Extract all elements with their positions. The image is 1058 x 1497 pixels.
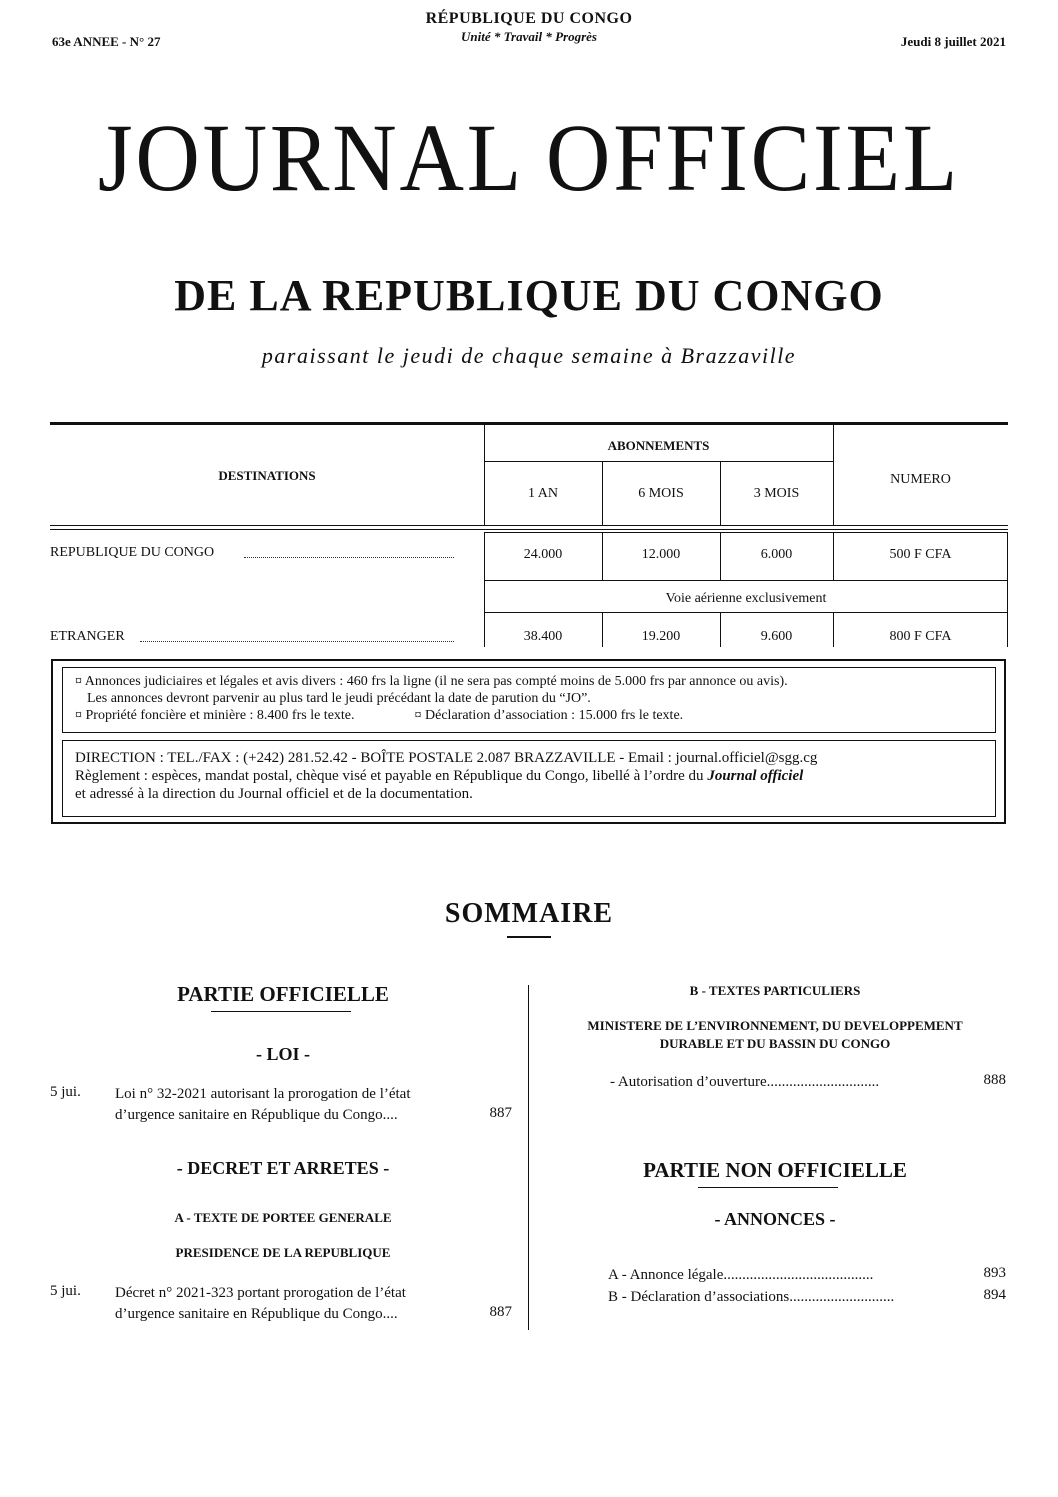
header-center <box>0 10 1058 45</box>
national-motto: Unité * Travail * Progrès <box>460 29 597 44</box>
autorisation-entry[interactable]: - Autorisation d’ouverture.............................. <box>610 1074 880 1090</box>
annonce-legale-page: 893 <box>983 1265 1006 1281</box>
price-etranger-numero: 800 F CFA <box>889 629 952 644</box>
partie-officielle-heading: PARTIE OFFICIELLE <box>177 982 389 1006</box>
heading-underline <box>211 1011 351 1012</box>
contact-line: DIRECTION : TEL./FAX : (+242) 281.52.42 - BOÎTE POSTALE 2.087 BRAZZAVILLE - Email : journal.officiel@sgg.cg <box>75 750 818 766</box>
price-etranger-3mois: 9.600 <box>760 629 793 644</box>
row-rule <box>484 580 1008 581</box>
annonce-legale-entry[interactable]: A - Annonce légale........................................ <box>608 1267 874 1283</box>
price-etranger-1an: 38.400 <box>523 629 563 644</box>
row-rule <box>484 612 1008 613</box>
col-abonnements: ABONNEMENTS <box>607 438 710 453</box>
ministere-line1: MINISTERE DE L’ENVIRONNEMENT, DU DEVELOPPEMENT <box>587 1018 963 1033</box>
tariff-line-annonces: ¤ Annonces judiciaires et légales et avis divers : 460 frs la ligne (il ne sera pas compté moins de 5.000 frs par annonce ou avis). <box>75 674 788 689</box>
loi-entry[interactable] <box>115 1084 455 1126</box>
abonnements-rule <box>484 461 833 462</box>
loi-entry-line1: Loi n° 32-2021 autorisant la prorogation de l’état <box>115 1086 411 1102</box>
subscription-table <box>50 422 1008 652</box>
sommaire-title: SOMMAIRE <box>444 898 614 929</box>
loi-page: 887 <box>489 1105 512 1121</box>
reglement-journal-name: Journal officiel <box>707 768 804 784</box>
journal-title: JOURNAL OFFICIEL <box>97 104 961 211</box>
ministere-line2: DURABLE ET DU BASSIN DU CONGO <box>659 1036 891 1051</box>
sommaire-rule <box>507 936 551 938</box>
annonces-heading: - ANNONCES - <box>714 1209 836 1229</box>
reglement-line-2: et adressé à la direction du Journal officiel et de la documentation. <box>75 786 473 802</box>
price-etranger-6mois: 19.200 <box>641 629 681 644</box>
column-divider <box>528 985 529 1330</box>
journal-subtitle: DE LA REPUBLIQUE DU CONGO <box>174 271 884 320</box>
decret-entry[interactable] <box>115 1283 455 1325</box>
leader-dots <box>140 641 454 642</box>
price-congo-6mois: 12.000 <box>641 547 681 562</box>
loi-heading: - LOI - <box>256 1044 310 1064</box>
table-header-rule <box>50 525 1008 526</box>
decret-entry-line1: Décret n° 2021-323 portant prorogation de l’état <box>115 1285 406 1301</box>
declaration-associations-entry[interactable]: B - Déclaration d’associations............................ <box>608 1289 895 1305</box>
issue-number: 63e ANNEE - N° 27 <box>52 34 161 49</box>
table-top-rule <box>50 422 1008 425</box>
texte-portee-generale: A - TEXTE DE PORTEE GENERALE <box>174 1210 392 1225</box>
tariff-line-deadline: Les annonces devront parvenir au plus tard le jeudi précédant la date de parution du “JO”. <box>87 691 591 706</box>
col-3-mois: 3 MOIS <box>753 486 800 501</box>
table-header-rule-2 <box>50 529 1008 530</box>
declaration-associations-page: 894 <box>983 1287 1006 1303</box>
col-numero: NUMERO <box>890 472 951 487</box>
reglement-text: Règlement : espèces, mandat postal, chèque visé et payable en République du Congo, libellé à l’ordre du <box>75 768 708 784</box>
leader-dots <box>244 557 454 558</box>
price-congo-1an: 24.000 <box>523 547 563 562</box>
decret-date: 5 jui. <box>50 1283 81 1299</box>
col-destinations: DESTINATIONS <box>218 468 316 483</box>
price-congo-numero: 500 F CFA <box>889 547 952 562</box>
row-destination-congo: REPUBLIQUE DU CONGO <box>50 545 215 560</box>
partie-non-officielle-heading: PARTIE NON OFFICIELLE <box>643 1158 907 1182</box>
autorisation-page: 888 <box>983 1072 1006 1088</box>
col-1-an: 1 AN <box>528 486 558 501</box>
tariff-propriete: ¤ Propriété foncière et minière : 8.400 frs le texte. <box>75 708 355 723</box>
tariff-line-3 <box>75 707 995 724</box>
price-congo-3mois: 6.000 <box>760 547 793 562</box>
reglement-line <box>75 767 995 785</box>
air-mail-note: Voie aérienne exclusivement <box>665 591 827 606</box>
heading-underline <box>698 1187 838 1188</box>
journal-tagline: paraissant le jeudi de chaque semaine à Brazzaville <box>261 343 797 368</box>
decret-heading: - DECRET ET ARRETES - <box>176 1158 390 1178</box>
loi-entry-line2: d’urgence sanitaire en République du Congo.... <box>115 1107 398 1123</box>
textes-particuliers-heading: B - TEXTES PARTICULIERS <box>689 983 861 998</box>
tariff-notice <box>62 667 996 733</box>
tariff-association: ¤ Déclaration d’association : 15.000 frs le texte. <box>414 708 684 723</box>
contact-notice <box>62 740 996 817</box>
decret-entry-line2: d’urgence sanitaire en République du Congo.... <box>115 1306 398 1322</box>
presidence-heading: PRESIDENCE DE LA REPUBLIQUE <box>175 1245 391 1260</box>
col-6-mois: 6 MOIS <box>638 486 684 501</box>
loi-date: 5 jui. <box>50 1084 81 1100</box>
decret-page: 887 <box>489 1304 512 1320</box>
republic-name: RÉPUBLIQUE DU CONGO <box>425 10 633 27</box>
issue-date: Jeudi 8 juillet 2021 <box>900 34 1006 49</box>
row-destination-etranger: ETRANGER <box>50 629 125 644</box>
